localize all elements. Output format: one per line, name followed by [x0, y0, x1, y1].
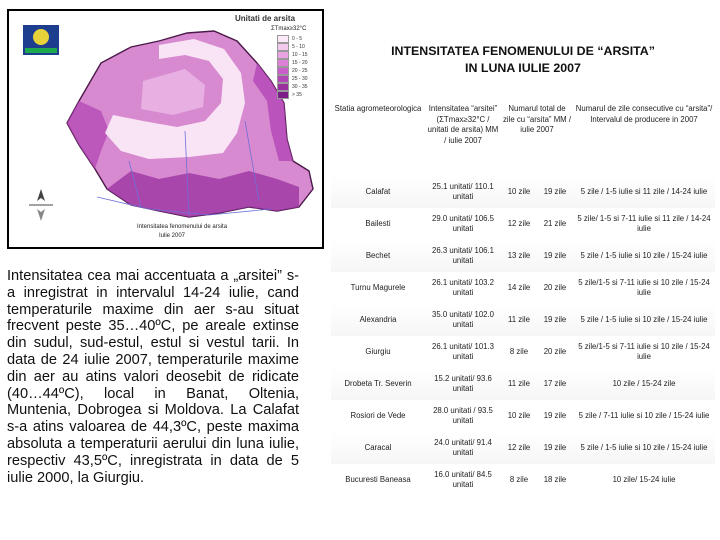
legend-item [277, 91, 321, 99]
cell-days-mm: 8 zile [509, 474, 529, 484]
cell-days-mm: 11 zile [508, 378, 530, 388]
cell-interval: 5 zile/1-5 si 7-11 iulie si 10 zile / 15-24 iulie [578, 341, 710, 361]
legend-item [277, 35, 321, 43]
legend-label: 20 - 25 [292, 68, 308, 74]
table-row [331, 368, 715, 400]
cell-station: Bechet [365, 250, 391, 260]
cell-station: Drobeta Tr. Severin [344, 378, 412, 388]
header-station: Statia agrometeorologica [334, 104, 422, 113]
institute-logo [23, 25, 59, 55]
cell-days-total: 21 zile [543, 218, 567, 228]
table-row [331, 432, 715, 464]
cell-days-total: 20 zile [543, 282, 567, 292]
cell-days-mm: 10 zile [507, 186, 531, 196]
cell-intensity: 25.1 unitati/ 110.1 unitati [432, 181, 494, 201]
title-line-1: INTENSITATEA FENOMENULUI DE “ARSITA” [391, 44, 655, 58]
cell-intensity: 35.0 unitati/ 102.0 unitati [432, 309, 494, 329]
table-row [331, 464, 715, 496]
cell-station: Caracal [364, 442, 392, 452]
north-arrow-icon [29, 189, 53, 221]
heat-intensity-table [331, 104, 715, 496]
table-row [331, 272, 715, 304]
cell-station: Turnu Magurele [350, 282, 406, 292]
header-interval: Numarul de zile consecutive cu “arsita”/ Intervalul de producere in 2007 [575, 104, 713, 124]
cell-intensity: 26.1 unitati/ 103.2 unitati [432, 277, 494, 297]
map-caption-period: Iulie 2007 [159, 233, 186, 239]
legend-swatch [277, 75, 289, 83]
legend-swatch [277, 43, 289, 51]
legend-item [277, 83, 321, 91]
legend-item [277, 75, 321, 83]
legend-label: 0 - 5 [292, 36, 303, 42]
cell-days-mm: 10 zile [507, 410, 531, 420]
cell-intensity: 15.2 unitati/ 93.6 unitati [434, 373, 492, 393]
cell-station: Bucuresti Baneasa [345, 474, 411, 484]
page-title [336, 43, 710, 77]
legend-label: 10 - 15 [292, 52, 308, 58]
table-row [331, 240, 715, 272]
legend-label: 15 - 20 [292, 60, 308, 66]
legend-title: Unitati de arsita [235, 14, 296, 23]
map-legend [277, 35, 321, 123]
cell-intensity: 29.0 unitati/ 106.5 unitati [432, 213, 494, 233]
cell-days-mm: 12 zile [507, 442, 531, 452]
legend-swatch [277, 51, 289, 59]
cell-intensity: 26.3 unitati/ 106.1 unitati [432, 245, 494, 265]
cell-intensity: 28.0 unitati / 93.5 unitati [433, 405, 493, 425]
legend-label: 25 - 30 [292, 76, 308, 82]
legend-item [277, 51, 321, 59]
cell-station: Calafat [365, 186, 391, 196]
cell-days-mm: 11 zile [508, 314, 530, 324]
legend-item [277, 59, 321, 67]
cell-station: Giurgiu [365, 346, 391, 356]
cell-interval: 5 zile / 1-5 iulie si 10 zile / 15-24 iulie [580, 250, 708, 260]
table-header-row [331, 104, 715, 176]
legend-swatch [277, 35, 289, 43]
cell-days-total: 19 zile [543, 186, 567, 196]
table-row [331, 336, 715, 368]
cell-intensity: 16.0 unitati/ 84.5 unitati [434, 469, 492, 489]
legend-subtitle: ΣTmax≥32°C [271, 26, 307, 32]
legend-label: 30 - 35 [292, 84, 308, 90]
cell-station: Alexandria [359, 314, 397, 324]
cell-interval: 10 zile/ 15-24 iulie [612, 474, 676, 484]
header-total-days: Numarul total de zile cu “arsita” MM / iulie 2007 [503, 104, 572, 134]
legend-item [277, 43, 321, 51]
cell-days-mm: 14 zile [507, 282, 531, 292]
cell-station: Bailesti [365, 218, 391, 228]
legend-swatch [277, 67, 289, 75]
table-row [331, 176, 715, 208]
legend-label: 5 - 10 [292, 44, 305, 50]
cell-interval: 5 zile / 1-5 iulie si 10 zile / 15-24 iulie [580, 314, 708, 324]
title-line-2: IN LUNA IULIE 2007 [465, 61, 581, 75]
cell-intensity: 26.1 unitati/ 101.3 unitati [432, 341, 494, 361]
romania-map [9, 11, 322, 247]
cell-days-total: 20 zile [543, 346, 567, 356]
cell-interval: 5 zile/ 1-5 si 7-11 iulie si 11 zile / 14-24 iulie [577, 213, 711, 233]
legend-label: > 35 [292, 92, 302, 98]
cell-station: Rosiori de Vede [350, 410, 406, 420]
cell-days-mm: 8 zile [509, 346, 529, 356]
cell-days-total: 19 zile [543, 250, 567, 260]
header-intensity: Intensitatea “arsitei” (ΣTmax≥32°C / unitati de arsita) MM / iulie 2007 [427, 104, 499, 145]
cell-days-total: 18 zile [543, 474, 567, 484]
map-figure [7, 9, 324, 249]
cell-interval: 5 zile/1-5 si 7-11 iulie si 10 zile / 15-24 iulie [578, 277, 710, 297]
cell-days-total: 19 zile [543, 442, 567, 452]
legend-item [277, 67, 321, 75]
cell-intensity: 24.0 unitati/ 91.4 unitati [434, 437, 492, 457]
cell-days-mm: 13 zile [507, 250, 531, 260]
table-row [331, 208, 715, 240]
legend-swatch [277, 59, 289, 67]
map-caption: Intensitatea fenomenului de arsita [137, 224, 228, 230]
legend-swatch [277, 83, 289, 91]
table-row [331, 400, 715, 432]
cell-interval: 5 zile / 1-5 iulie si 10 zile / 15-24 iulie [580, 442, 708, 452]
cell-interval: 10 zile / 15-24 zile [612, 378, 676, 388]
cell-interval: 5 zile / 7-11 iulie si 10 zile / 15-24 iulie [578, 410, 710, 420]
legend-swatch [277, 91, 289, 99]
description-paragraph: Intensitatea cea mai accentuata a „arsitei” s-a inregistrat in intervalul 14-24 iulie, cand temperaturile maxime din aer s-au situat frecvent peste 35…40ºC, pe areale extinse din sudul, sud-estul, estul si vestul tarii. In data de 24 iulie 2007, temperaturile maxime din aer au atins valori deosebit de ridicate (40…44ºC), local in Banat, Oltenia, Muntenia, Dobrogea si Moldova. La Calafat s-a atins valoarea de 44,3ºC, peste maxima absoluta a temperaturii aerului din luna iulie, respectiv 43,5ºC, inregistrata in data de 5 iulie 2000, la Giurgiu. [7, 268, 299, 486]
cell-days-total: 17 zile [543, 378, 567, 388]
cell-days-total: 19 zile [543, 410, 567, 420]
cell-days-total: 19 zile [543, 314, 567, 324]
cell-interval: 5 zile / 1-5 iulie si 11 zile / 14-24 iulie [580, 186, 708, 196]
cell-days-mm: 12 zile [507, 218, 531, 228]
table-row [331, 304, 715, 336]
